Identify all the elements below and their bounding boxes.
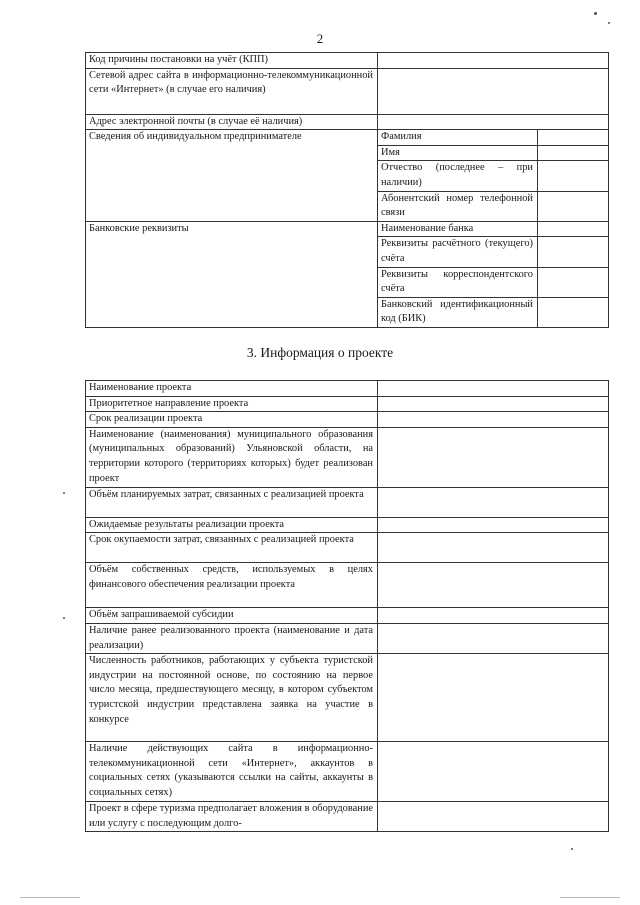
email-value[interactable] (378, 114, 609, 130)
payback-period-label: Срок окупаемости затрат, связанных с реализацией проекта (86, 533, 378, 563)
bik-value[interactable] (538, 297, 609, 327)
project-name-label: Наименование проекта (86, 381, 378, 397)
first-name-value[interactable] (538, 145, 609, 161)
correspondent-account-label: Реквизиты корреспондентского счёта (378, 267, 538, 297)
bank-name-value[interactable] (538, 221, 609, 237)
implementation-period-label: Срок реализации проекта (86, 412, 378, 428)
project-name-value[interactable] (378, 381, 609, 397)
website-value[interactable] (378, 68, 609, 114)
kpp-value[interactable] (378, 53, 609, 69)
own-funds-label: Объём собственных средств, используемых в целях финансового обеспечения реализации проекта (86, 563, 378, 608)
previous-project-label: Наличие ранее реализованного проекта (наименование и дата реализации) (86, 623, 378, 653)
section-title: 3. Информация о проекте (246, 345, 394, 360)
employee-count-label: Численность работников, работающих у субъекта туристской индустрии на постоянной основе, по состоянию на первое число месяца, предшествующего месяцу, в котором субъектом туристской индустрии представлена заявка на участие в конкурсе (86, 654, 378, 742)
municipality-value[interactable] (378, 427, 609, 487)
scan-speck (63, 492, 65, 494)
planned-costs-value[interactable] (378, 487, 609, 517)
municipality-label: Наименование (наименования) муниципального образования (муниципальных образований) Ульяновской области, на территории которого (территориях которых) будет реализован проект (86, 427, 378, 487)
settlement-account-label: Реквизиты расчётного (текущего) счёта (378, 237, 538, 267)
bank-name-label: Наименование банка (378, 221, 538, 237)
equipment-investment-label: Проект в сфере туризма предполагает вложения в оборудование или услугу с последующим долго- (86, 802, 378, 832)
first-name-label: Имя (378, 145, 538, 161)
surname-value[interactable] (538, 130, 609, 146)
scan-speck (571, 848, 573, 850)
patronymic-label: Отчество (последнее – при наличии) (378, 161, 538, 191)
surname-label: Фамилия (378, 130, 538, 146)
bik-label: Банковский идентификационный код (БИК) (378, 297, 538, 327)
entrepreneur-label: Сведения об индивидуальном предпринимателе (86, 130, 378, 222)
patronymic-value[interactable] (538, 161, 609, 191)
website-label: Сетевой адрес сайта в информационно-телекоммуникационной сети «Интернет» (в случае его наличия) (86, 68, 378, 114)
previous-project-value[interactable] (378, 623, 609, 653)
scan-speck (63, 617, 65, 619)
requested-subsidy-value[interactable] (378, 608, 609, 624)
expected-results-value[interactable] (378, 517, 609, 533)
scan-edge-line (20, 897, 80, 898)
requested-subsidy-label: Объём запрашиваемой субсидии (86, 608, 378, 624)
page-number: 2 (316, 31, 324, 46)
priority-direction-label: Приоритетное направление проекта (86, 396, 378, 412)
website-accounts-label: Наличие действующих сайта в информационно-телекоммуникационной сети «Интернет», аккаунтов в социальных сетях (указываются ссылки на сайты, аккаунты в социальных сетях) (86, 742, 378, 802)
bank-details-label: Банковские реквизиты (86, 221, 378, 327)
website-accounts-value[interactable] (378, 742, 609, 802)
project-info-table (85, 380, 609, 832)
applicant-details-table (85, 52, 609, 328)
scan-speck (594, 12, 597, 15)
correspondent-account-value[interactable] (538, 267, 609, 297)
planned-costs-label: Объём планируемых затрат, связанных с реализацией проекта (86, 487, 378, 517)
settlement-account-value[interactable] (538, 237, 609, 267)
implementation-period-value[interactable] (378, 412, 609, 428)
equipment-investment-value[interactable] (378, 802, 609, 832)
employee-count-value[interactable] (378, 654, 609, 742)
scan-edge-line (560, 897, 620, 898)
phone-value[interactable] (538, 191, 609, 221)
scan-speck (608, 22, 610, 24)
email-label: Адрес электронной почты (в случае её наличия) (86, 114, 378, 130)
payback-period-value[interactable] (378, 533, 609, 563)
priority-direction-value[interactable] (378, 396, 609, 412)
expected-results-label: Ожидаемые результаты реализации проекта (86, 517, 378, 533)
kpp-label: Код причины постановки на учёт (КПП) (86, 53, 378, 69)
own-funds-value[interactable] (378, 563, 609, 608)
phone-label: Абонентский номер телефонной связи (378, 191, 538, 221)
